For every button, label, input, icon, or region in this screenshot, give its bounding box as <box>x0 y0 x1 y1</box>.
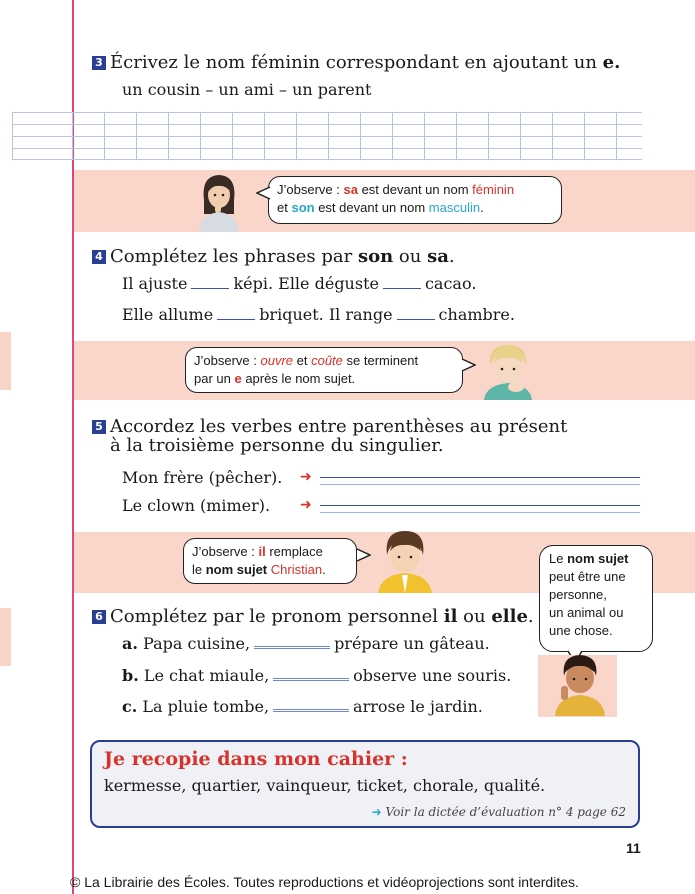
answer-blank[interactable] <box>273 699 349 712</box>
exercise-5-title: 5 Accordez les verbes entre parenthèses au présent <box>92 416 567 438</box>
exercise-3-title: 3 Écrivez le nom féminin correspondant en ajoutant un e. <box>92 52 620 74</box>
exercise-number-badge: 4 <box>92 250 106 264</box>
bubble-tail <box>460 358 476 372</box>
exercise-5-sentence-1: Mon frère (pêcher). <box>122 468 283 487</box>
bubble-tail <box>256 186 272 200</box>
answer-line[interactable] <box>320 477 640 485</box>
answer-blank[interactable] <box>254 636 330 649</box>
exercise-6-title: 6 Complétez par le pronom personnel il ou elle. <box>92 606 534 628</box>
observation-bubble-son-sa: J’observe : sa est devant un nom féminin et son est devant un nom masculin. <box>268 176 562 224</box>
recopy-box <box>90 740 640 828</box>
exercise-number-badge: 5 <box>92 420 106 434</box>
girl-character-illustration <box>195 170 243 232</box>
side-tab <box>0 608 11 666</box>
observation-bubble-il: J’observe : il remplace le nom sujet Christian. <box>183 538 357 584</box>
answer-line[interactable] <box>320 505 640 513</box>
recopy-words: kermesse, quartier, vainqueur, ticket, chorale, qualité. <box>104 776 546 795</box>
exercise-number-badge: 3 <box>92 56 106 70</box>
answer-blank[interactable] <box>397 309 435 320</box>
exercise-4-line-2: Elle allume briquet. Il range chambre. <box>122 305 515 324</box>
exercise-4-line-1: Il ajuste képi. Elle déguste cacao. <box>122 274 477 293</box>
answer-blank[interactable] <box>273 668 349 681</box>
observation-bubble-ouvre-coute: J’observe : ouvre et coûte se terminent par un e après le nom sujet. <box>185 347 463 393</box>
side-tab <box>0 332 11 390</box>
recopy-title: Je recopie dans mon cahier : <box>104 748 408 770</box>
exercise-number-badge: 6 <box>92 610 106 624</box>
exercise-3-words: un cousin – un ami – un parent <box>122 80 372 99</box>
exercise-5-sentence-2: Le clown (mimer). <box>122 496 271 515</box>
boy-dark-hair-character-illustration <box>547 650 613 716</box>
answer-blank[interactable] <box>217 309 255 320</box>
note-bubble-nom-sujet: Le nom sujet peut être une personne, un animal ou une chose. <box>539 545 653 652</box>
exercise-4-title: 4 Complétez les phrases par son ou sa. <box>92 246 455 268</box>
answer-blank[interactable] <box>191 278 229 289</box>
boy-christian-character-illustration <box>372 527 438 593</box>
exercise-6-item-b: b. Le chat miaule, observe une souris. <box>122 666 512 685</box>
page-number: 11 <box>626 840 641 856</box>
exercise-6-item-a: a. Papa cuisine, prépare un gâteau. <box>122 634 490 653</box>
bubble-tail <box>355 548 371 562</box>
boy-blond-character-illustration <box>476 341 538 400</box>
exercise-5-title-line-2: à la troisième personne du singulier. <box>110 435 444 456</box>
copyright-notice: © La Librairie des Écoles. Toutes reproductions et vidéoprojections sont interdites. <box>70 874 579 890</box>
exercise-6-item-c: c. La pluie tombe, arrose le jardin. <box>122 697 483 716</box>
writing-grid[interactable] <box>12 112 642 160</box>
red-arrow-icon: ➜ <box>300 469 312 485</box>
dictation-reference: ➜ Voir la dictée d’évaluation n° 4 page 62 <box>371 805 626 819</box>
red-arrow-icon: ➜ <box>300 497 312 513</box>
arrow-right-icon: ➜ <box>371 805 382 819</box>
answer-blank[interactable] <box>383 278 421 289</box>
